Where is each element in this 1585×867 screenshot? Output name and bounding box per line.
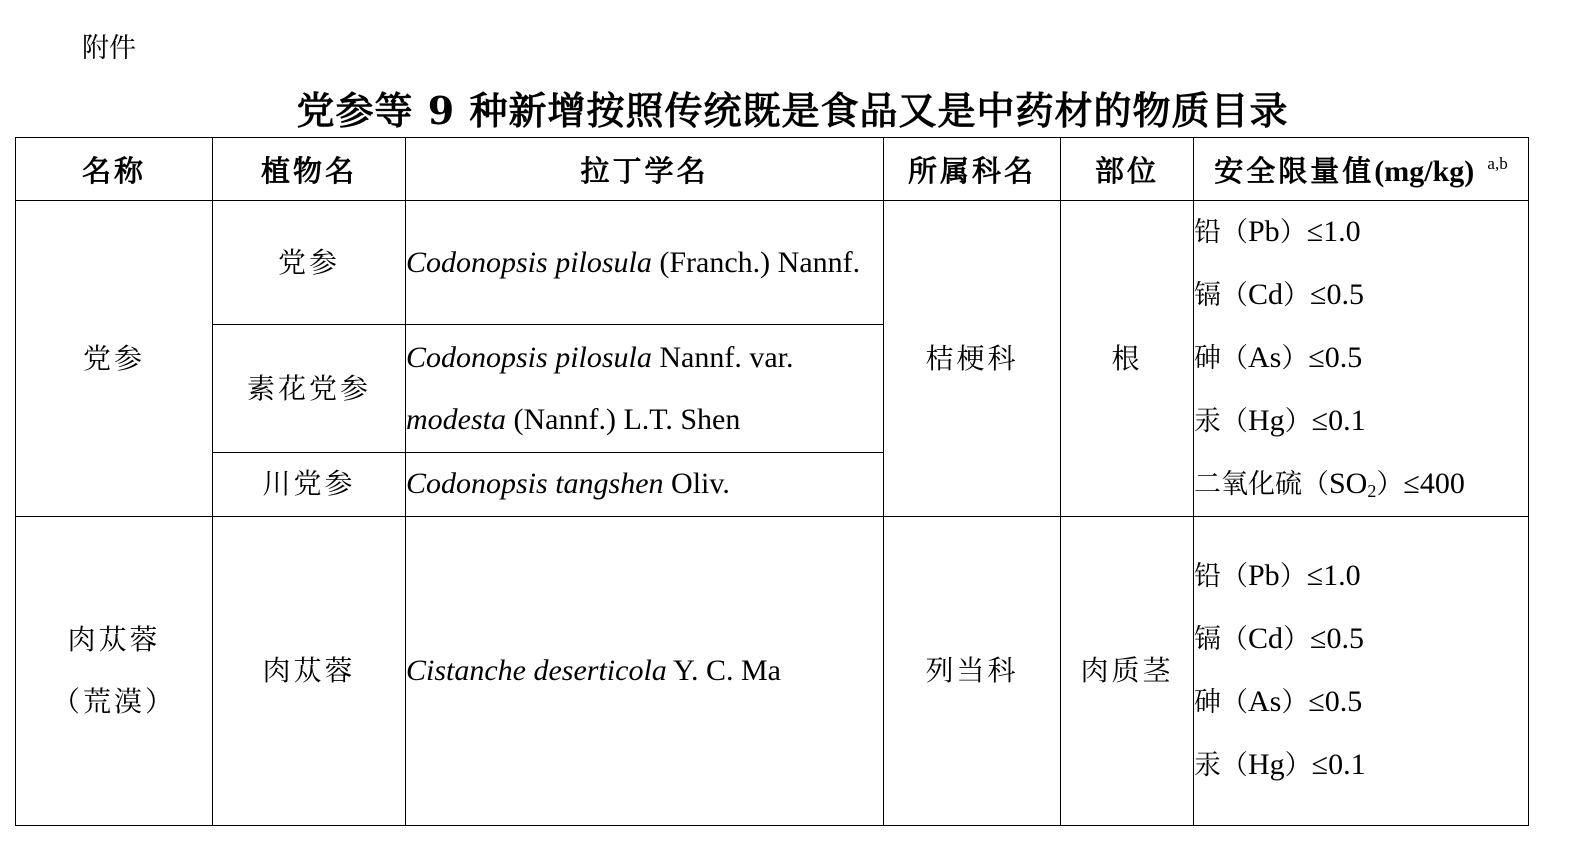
header-latin-name: 拉丁学名: [406, 138, 884, 201]
substance-name-qualifier: （荒漠）: [51, 685, 176, 718]
latin-authority: Y. C. Ma: [666, 654, 781, 687]
latin-name: [406, 325, 884, 452]
table-row: [16, 517, 1529, 826]
page-title: 党参等 9 种新增按照传统既是食品又是中药材的物质目录: [296, 88, 1289, 133]
latin-genus-species: Cistanche deserticola: [406, 654, 667, 687]
table-row: [16, 201, 1529, 325]
family-name: 桔梗科: [884, 201, 1061, 517]
header-limit-label: 安全限量值: [1214, 153, 1375, 188]
plant-part: 根: [1061, 201, 1194, 517]
latin-authority: Oliv.: [663, 467, 730, 501]
limit-item: 镉（Cd）≤0.5: [1194, 622, 1364, 655]
limit-item: 铅（Pb）≤1.0: [1194, 215, 1361, 248]
latin-genus-species: Codonopsis pilosula: [406, 340, 652, 374]
safety-limits: [1194, 201, 1529, 517]
table-header-row: [16, 138, 1529, 201]
substance-name: 党参: [16, 201, 213, 517]
header-plant-name: 植物名: [213, 138, 406, 201]
header-limit-footnote: a,b: [1487, 153, 1508, 173]
safety-limits: [1194, 517, 1529, 826]
latin-authority: (Nannf.) L.T. Shen: [506, 402, 741, 436]
header-part: 部位: [1061, 138, 1194, 201]
latin-genus-species: Codonopsis tangshen: [406, 467, 664, 501]
latin-genus-species: Codonopsis pilosula: [406, 245, 652, 279]
plant-name: 素花党参: [213, 325, 406, 452]
latin-variety-marker: Nannf. var.: [651, 340, 794, 374]
header-family: 所属科名: [884, 138, 1061, 201]
limit-item: 汞（Hg）≤0.1: [1194, 748, 1366, 781]
plant-part: 肉质茎: [1061, 517, 1194, 826]
latin-variety: modesta: [406, 402, 506, 436]
limit-item: 二氧化硫$(SO_2)\le 400$: [1194, 467, 1465, 501]
limit-item: 砷（As）≤0.5: [1194, 685, 1363, 718]
header-limit-unit: (mg/kg): [1374, 154, 1475, 188]
substance-name-line: 肉苁蓉: [67, 623, 161, 656]
limit-item: 汞（Hg）≤0.1: [1194, 404, 1366, 437]
latin-name: [406, 517, 884, 826]
latin-name: [406, 452, 884, 516]
attachment-label: 附件: [82, 33, 136, 64]
header-safety-limit: [1194, 138, 1529, 201]
latin-name: [406, 201, 884, 325]
limit-item: 砷（As）≤0.5: [1194, 341, 1363, 374]
header-name: 名称: [16, 138, 213, 201]
family-name: 列当科: [884, 517, 1061, 826]
plant-name: 党参: [213, 201, 406, 325]
plant-name: 肉苁蓉: [213, 517, 406, 826]
limit-item: 镉（Cd）≤0.5: [1194, 278, 1364, 311]
latin-authority: (Franch.) Nannf.: [651, 245, 861, 279]
plant-name: 川党参: [213, 452, 406, 516]
substance-catalog-table: [15, 137, 1529, 826]
limit-item: 铅（Pb）≤1.0: [1194, 559, 1361, 592]
substance-name: [16, 517, 213, 826]
